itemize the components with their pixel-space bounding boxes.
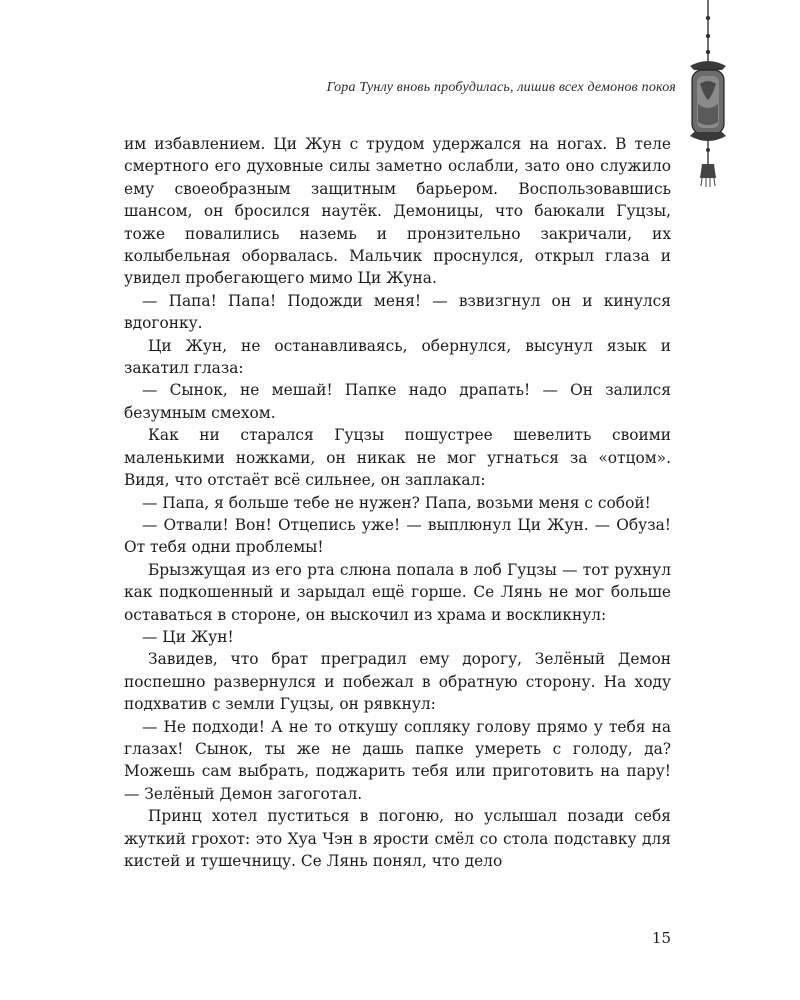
paragraph: Брызжущая из его рта слюна попала в лоб Гуцзы — тот рухнул как подкошенный и зарыдал ещё горше. Се Лянь не мог больше оставаться в стороне, он выскочил из храма и воскликнул:: [124, 560, 671, 624]
paragraph: Ци Жун, не останавливаясь, обернулся, высунул язык и закатил глаза:: [124, 336, 671, 378]
dialogue-line: — Не подходи! А не то откушу сопляку голову прямо у тебя на глазах! Сынок, ты же не дашь папке умереть с голоду, да? Можешь сам выбрать, поджарить тебя или приготовить на пару! — Зелёный Демон загоготал.: [124, 717, 671, 803]
dialogue-line: — Ци Жун!: [142, 627, 234, 646]
page-number: 15: [651, 929, 671, 947]
body-text: [124, 133, 671, 872]
paragraph: Как ни старался Гуцзы пошустрее шевелить своими маленькими ножками, он никак не мог угнаться за «отцом». Видя, что отстаёт всё сильнее, он заплакал:: [124, 426, 671, 490]
dialogue-line: — Сынок, не мешай! Папке надо драпать! — Он залился безумным смехом.: [124, 381, 671, 422]
paragraph: Принц хотел пуститься в погоню, но услышал позади себя жуткий грохот: это Хуа Чэн в ярости смёл со стола подставку для кистей и тушечницу. Се Лянь понял, что дело: [124, 807, 671, 870]
paragraph: им избавлением. Ци Жун с трудом удержался на ногах. В теле смертного его духовные силы заметно ослабли, зато оно служило ему своеобразным защитным барьером. Воспользовавшись шансом, он бросился наутёк. Демоницы, что баюкали Гуцзы, тоже повалились наземь и пронзительно закричали, их колыбельная оборвалась. Мальчик проснулся, открыл глаза и увидел пробегающего мимо Ци Жуна.: [124, 135, 671, 288]
hanging-lantern-icon: [680, 0, 736, 190]
dialogue-line: — Папа, я больше тебе не нужен? Папа, возьми меня с собой!: [142, 493, 651, 512]
dialogue-line: — Папа! Папа! Подожди меня! — взвизгнул он и кинулся вдогонку.: [124, 291, 671, 333]
paragraph: Завидев, что брат преградил ему дорогу, Зелёный Демон поспешно развернулся и побежал в обратную сторону. На ходу подхватив с земли Гуцзы, он рявкнул:: [124, 650, 671, 714]
dialogue-line: — Отвали! Вон! Отцепись уже! — выплюнул Ци Жун. — Обуза! От тебя одни проблемы!: [124, 515, 671, 557]
running-header: Гора Тунлу вновь пробудилась, лишив всех демонов покоя: [326, 80, 676, 95]
